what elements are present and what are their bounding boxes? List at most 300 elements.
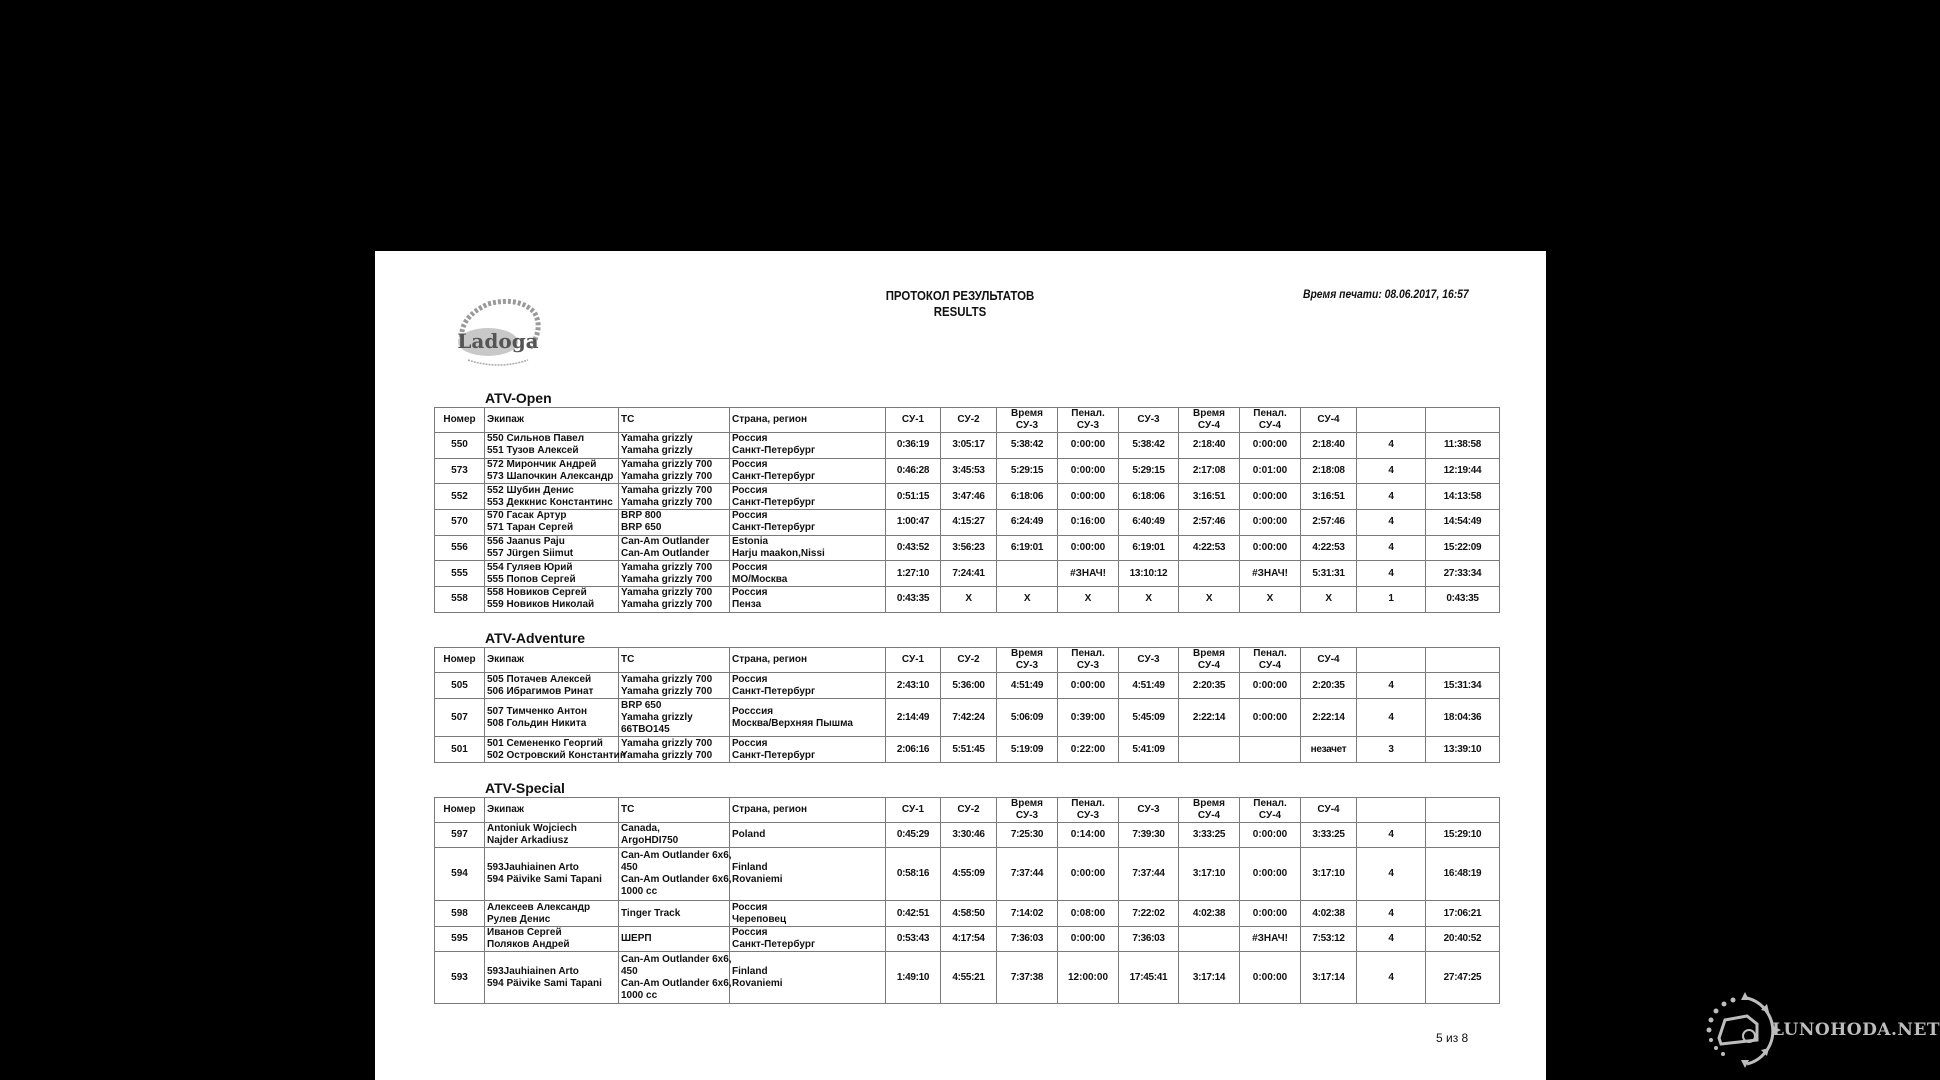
- time-su1: 0:46:28: [886, 458, 941, 484]
- crew-names-line: 507 Тимченко Антон: [487, 705, 588, 717]
- time-pen-su3: 0:00:00: [1058, 458, 1119, 484]
- time-su1: 1:00:47: [886, 510, 941, 536]
- print-time: Время печати: 08.06.2017, 16:57: [1303, 289, 1469, 301]
- results-table: [434, 797, 1500, 1004]
- header-count: [1357, 648, 1426, 673]
- country-region: [730, 510, 886, 536]
- stages-count: 1: [1357, 587, 1426, 613]
- table-header-row: [435, 648, 1500, 673]
- header-su4: [1301, 798, 1357, 823]
- header-region-text: Страна, регион: [732, 414, 808, 425]
- header-num-text: Номер: [443, 414, 476, 425]
- time-su4: 2:22:14: [1301, 699, 1357, 737]
- time-time-su3: 7:25:30: [997, 823, 1058, 848]
- time-pen-su3: 0:39:00: [1058, 699, 1119, 737]
- header-time-su4: [1179, 408, 1240, 433]
- header-region: [730, 408, 886, 433]
- table-row: [435, 848, 1500, 901]
- total-time: 14:54:49: [1426, 510, 1500, 536]
- time-pen-su4: #ЗНАЧ!: [1240, 561, 1301, 587]
- vehicle: [619, 458, 730, 484]
- header-crew-text: Экипаж: [487, 804, 524, 815]
- crew-names: [485, 699, 619, 737]
- time-su4: 3:17:10: [1301, 848, 1357, 901]
- crew-names-line: 551 Тузов Алексей: [487, 445, 579, 457]
- vehicle-line: Yamaha grizzly 700: [621, 471, 713, 483]
- table-header-row: [435, 798, 1500, 823]
- header-pen-su3: [1058, 798, 1119, 823]
- crew-names-line: Рулев Денис: [487, 913, 551, 925]
- crew-names: [485, 433, 619, 459]
- time-pen-su3: #ЗНАЧ!: [1058, 561, 1119, 587]
- header-pen-su4-text: Пенал.: [1253, 408, 1287, 419]
- header-region-text: Страна, регион: [732, 654, 808, 665]
- header-pen-su3-text: Пенал.: [1071, 798, 1105, 809]
- crew-number: 593: [435, 952, 485, 1004]
- time-su4: 4:22:53: [1301, 535, 1357, 561]
- header-su3: [1119, 408, 1179, 433]
- time-su3: 6:40:49: [1119, 510, 1179, 536]
- header-crew: [485, 648, 619, 673]
- vehicle-line: BRP 650: [621, 522, 662, 534]
- crew-number: 556: [435, 535, 485, 561]
- total-time: 14:13:58: [1426, 484, 1500, 510]
- stages-count: 4: [1357, 510, 1426, 536]
- crew-names-line: 506 Ибрагимов Ринат: [487, 685, 594, 697]
- crew-names-line: 593Jauhiainen Arto: [487, 862, 579, 873]
- crew-names: [485, 510, 619, 536]
- crew-names: [485, 535, 619, 561]
- header-time-su4-text: Время: [1193, 408, 1225, 419]
- crew-number: 595: [435, 927, 485, 952]
- country-region: [730, 823, 886, 848]
- ladoga-logo: [448, 290, 548, 370]
- header-pen-su4-text: СУ-4: [1258, 660, 1282, 671]
- vehicle: [619, 673, 730, 699]
- table-row: [435, 561, 1500, 587]
- crew-number: 550: [435, 433, 485, 459]
- header-vehicle-text: ТС: [621, 804, 635, 815]
- crew-names: [485, 901, 619, 927]
- vehicle: [619, 561, 730, 587]
- header-num-text: Номер: [443, 804, 476, 815]
- header-time-su3: [997, 408, 1058, 433]
- time-time-su4: [1179, 927, 1240, 952]
- time-time-su3: 7:37:44: [997, 848, 1058, 901]
- time-su3: 5:29:15: [1119, 458, 1179, 484]
- vehicle-line: Can-Am Outlander: [621, 548, 710, 560]
- header-region: [730, 648, 886, 673]
- header-time-su3: [997, 798, 1058, 823]
- table-row: [435, 484, 1500, 510]
- header-pen-su3-text: Пенал.: [1071, 648, 1105, 659]
- header-su3: [1119, 798, 1179, 823]
- header-crew-text: Экипаж: [487, 414, 524, 425]
- header-su2: [941, 798, 997, 823]
- crew-names-line: Поляков Андрей: [487, 939, 570, 950]
- header-pen-su4: [1240, 408, 1301, 433]
- header-su4: [1301, 648, 1357, 673]
- header-time-su3-text: Время: [1011, 798, 1043, 809]
- time-su2: 7:24:41: [941, 561, 997, 587]
- country-region-line: Санкт-Петербург: [732, 749, 816, 761]
- vehicle: [619, 699, 730, 737]
- time-time-su3: 7:36:03: [997, 927, 1058, 952]
- header-pen-su4-text: Пенал.: [1253, 648, 1287, 659]
- country-region-line: Rovaniemi: [732, 977, 783, 989]
- crew-names-line: 550 Сильнов Павел: [487, 433, 585, 445]
- table-row: [435, 699, 1500, 737]
- time-su3: 17:45:41: [1119, 952, 1179, 1004]
- stages-count: 4: [1357, 699, 1426, 737]
- vehicle-line: Yamaha grizzly: [621, 711, 693, 723]
- vehicle: [619, 433, 730, 459]
- country-region-line: Россия: [732, 927, 768, 938]
- time-su3: 6:19:01: [1119, 535, 1179, 561]
- header-count: [1357, 408, 1426, 433]
- stages-count: 4: [1357, 433, 1426, 459]
- time-pen-su4: 0:00:00: [1240, 535, 1301, 561]
- header-time-su4-text: СУ-4: [1197, 660, 1221, 671]
- country-region-line: Россия: [732, 510, 768, 522]
- time-su2: X: [941, 587, 997, 613]
- vehicle-line: BRP 800: [621, 510, 662, 522]
- time-su1: 2:14:49: [886, 699, 941, 737]
- time-time-su4: 3:16:51: [1179, 484, 1240, 510]
- stages-count: 4: [1357, 484, 1426, 510]
- country-region-line: Finland: [732, 965, 768, 977]
- country-region: [730, 901, 886, 927]
- vehicle: [619, 848, 730, 901]
- crew-names-line: Najder Arkadiusz: [487, 835, 569, 846]
- total-time: 17:06:21: [1426, 901, 1500, 927]
- vehicle-line: Yamaha grizzly 700: [621, 749, 713, 761]
- time-su4: 2:18:40: [1301, 433, 1357, 459]
- crew-names-line: 502 Островский Константин: [487, 749, 626, 761]
- time-su2: 4:55:21: [941, 952, 997, 1004]
- time-pen-su4: 0:00:00: [1240, 823, 1301, 848]
- header-time-su3-text: Время: [1011, 408, 1043, 419]
- total-time: 18:04:36: [1426, 699, 1500, 737]
- total-time: 0:43:35: [1426, 587, 1500, 613]
- time-su4: 3:16:51: [1301, 484, 1357, 510]
- time-su4: 2:20:35: [1301, 673, 1357, 699]
- time-pen-su4: 0:00:00: [1240, 484, 1301, 510]
- country-region-line: Пенза: [732, 599, 762, 611]
- country-region-line: Россия: [732, 459, 768, 471]
- header-total: [1426, 648, 1500, 673]
- crew-names: [485, 561, 619, 587]
- stages-count: 4: [1357, 673, 1426, 699]
- section-title: ATV-Special: [485, 780, 565, 796]
- header-pen-su3-text: СУ-3: [1076, 660, 1100, 671]
- header-su4: [1301, 408, 1357, 433]
- stages-count: 4: [1357, 458, 1426, 484]
- time-pen-su4: 0:00:00: [1240, 433, 1301, 459]
- table-row: [435, 673, 1500, 699]
- vehicle: [619, 510, 730, 536]
- time-su2: 4:58:50: [941, 901, 997, 927]
- time-pen-su4: 0:00:00: [1240, 510, 1301, 536]
- vehicle-line: Canada,: [621, 823, 660, 834]
- time-su3: 4:51:49: [1119, 673, 1179, 699]
- vehicle-line: 1000 cc: [621, 989, 658, 1001]
- time-su1: 0:51:15: [886, 484, 941, 510]
- time-su2: 3:56:23: [941, 535, 997, 561]
- vehicle: [619, 927, 730, 952]
- crew-names: [485, 927, 619, 952]
- time-time-su4: 2:22:14: [1179, 699, 1240, 737]
- time-pen-su3: 0:00:00: [1058, 535, 1119, 561]
- header-vehicle: [619, 408, 730, 433]
- time-pen-su3: 0:00:00: [1058, 484, 1119, 510]
- time-su3: 6:18:06: [1119, 484, 1179, 510]
- country-region-line: Harju maakon,Nissi: [732, 548, 825, 560]
- header-vehicle-text: ТС: [621, 654, 635, 665]
- crew-number: 501: [435, 737, 485, 763]
- stages-count: 3: [1357, 737, 1426, 763]
- vehicle-line: Can-Am Outlander 6x6,: [621, 850, 732, 861]
- total-time: 11:38:58: [1426, 433, 1500, 459]
- time-time-su3: 7:37:38: [997, 952, 1058, 1004]
- header-crew-text: Экипаж: [487, 654, 524, 665]
- country-region: [730, 737, 886, 763]
- stages-count: 4: [1357, 561, 1426, 587]
- table-row: [435, 823, 1500, 848]
- time-su4: 5:31:31: [1301, 561, 1357, 587]
- country-region-line: Россия: [732, 673, 768, 685]
- vehicle-line: 450: [621, 965, 638, 977]
- logo-text: Ladoga: [457, 329, 539, 353]
- vehicle: [619, 823, 730, 848]
- country-region-line: Санкт-Петербург: [732, 522, 816, 534]
- crew-names-line: 553 Деккнис Константинс: [487, 496, 613, 508]
- time-su3: 7:22:02: [1119, 901, 1179, 927]
- table-header-row: [435, 408, 1500, 433]
- header-su1: [886, 798, 941, 823]
- header-pen-su4-text: СУ-4: [1258, 420, 1282, 431]
- country-region-line: Санкт-Петербург: [732, 471, 816, 483]
- header-time-su3-text: СУ-3: [1015, 420, 1039, 431]
- country-region-line: Россия: [732, 737, 768, 749]
- crew-names: [485, 737, 626, 763]
- country-region-line: Finland: [732, 862, 768, 873]
- header-num: [435, 408, 485, 433]
- crew-number: 507: [435, 699, 485, 737]
- time-time-su3: 5:29:15: [997, 458, 1058, 484]
- country-region: [730, 561, 886, 587]
- time-su1: 0:43:52: [886, 535, 941, 561]
- crew-names-line: Алексеев Александр: [487, 901, 591, 913]
- time-pen-su4: X: [1240, 587, 1301, 613]
- time-su4: незачет: [1301, 737, 1357, 763]
- header-su1-text: СУ-1: [901, 654, 925, 665]
- time-pen-su3: 0:00:00: [1058, 673, 1119, 699]
- crew-names-line: 571 Таран Сергей: [487, 522, 574, 534]
- vehicle-line: Yamaha grizzly 700: [621, 561, 713, 573]
- total-time: 15:29:10: [1426, 823, 1500, 848]
- time-pen-su4: 0:00:00: [1240, 699, 1301, 737]
- time-su1: 1:49:10: [886, 952, 941, 1004]
- header-su3-text: СУ-3: [1137, 654, 1160, 665]
- total-time: 16:48:19: [1426, 848, 1500, 901]
- header-time-su4-text: Время: [1193, 798, 1225, 809]
- crew-names-line: 501 Семененко Георгий: [487, 737, 603, 749]
- time-su2: 3:45:53: [941, 458, 997, 484]
- vehicle-line: 450: [621, 862, 638, 873]
- vehicle-line: ШЕРП: [621, 933, 652, 944]
- crew-names-line: Иванов Сергей: [487, 927, 562, 938]
- time-time-su3: 7:14:02: [997, 901, 1058, 927]
- time-su1: 0:42:51: [886, 901, 941, 927]
- time-time-su3: 6:24:49: [997, 510, 1058, 536]
- time-pen-su3: 0:16:00: [1058, 510, 1119, 536]
- table-row: [435, 587, 1500, 613]
- time-time-su4: 2:20:35: [1179, 673, 1240, 699]
- time-su4: 3:17:14: [1301, 952, 1357, 1004]
- country-region: [730, 484, 886, 510]
- table-row: [435, 510, 1500, 536]
- stages-count: 4: [1357, 848, 1426, 901]
- total-time: 15:31:34: [1426, 673, 1500, 699]
- total-time: 13:39:10: [1426, 737, 1500, 763]
- time-pen-su4: 0:00:00: [1240, 848, 1301, 901]
- time-su4: X: [1301, 587, 1357, 613]
- time-pen-su4: 0:00:00: [1240, 952, 1301, 1004]
- crew-number: 552: [435, 484, 485, 510]
- country-region-line: Санкт-Петербург: [732, 496, 816, 508]
- watermark-text: LUNOHODA.NET: [1772, 1020, 1940, 1040]
- time-time-su4: [1179, 737, 1240, 763]
- country-region: [730, 673, 886, 699]
- time-su1: 0:53:43: [886, 927, 941, 952]
- total-time: 27:33:34: [1426, 561, 1500, 587]
- time-pen-su3: 0:08:00: [1058, 901, 1119, 927]
- vehicle-line: ArgoHDI750: [621, 835, 679, 846]
- time-su2: 3:47:46: [941, 484, 997, 510]
- vehicle-line: Yamaha grizzly: [621, 433, 693, 445]
- country-region-line: Череповец: [732, 913, 787, 925]
- country-region-line: Санкт-Петербург: [732, 685, 816, 697]
- header-total: [1426, 408, 1500, 433]
- time-pen-su3: 0:22:00: [1058, 737, 1119, 763]
- vehicle-line: 66ТВО145: [621, 723, 670, 735]
- crew-names-line: Antoniuk Wojciech: [487, 823, 577, 834]
- time-su1: 0:43:35: [886, 587, 941, 613]
- header-time-su4-text: СУ-4: [1197, 420, 1221, 431]
- document-title: [872, 288, 1048, 320]
- time-su3: 7:39:30: [1119, 823, 1179, 848]
- time-su2: 5:36:00: [941, 673, 997, 699]
- country-region-line: Poland: [732, 829, 766, 840]
- time-time-su3: 4:51:49: [997, 673, 1058, 699]
- time-su2: 4:15:27: [941, 510, 997, 536]
- crew-names-line: 573 Шапочкин Александр: [487, 471, 614, 483]
- crew-number: 558: [435, 587, 485, 613]
- total-time: 15:22:09: [1426, 535, 1500, 561]
- table-row: [435, 433, 1500, 459]
- stages-count: 4: [1357, 901, 1426, 927]
- country-region-line: Росссия: [732, 705, 774, 717]
- time-pen-su4: 0:00:00: [1240, 901, 1301, 927]
- header-su3: [1119, 648, 1179, 673]
- table-row: [435, 952, 1500, 1004]
- time-su1: 0:58:16: [886, 848, 941, 901]
- header-vehicle: [619, 648, 730, 673]
- country-region-line: МО/Москва: [732, 573, 788, 585]
- vehicle-line: Tinger Track: [621, 907, 681, 919]
- crew-number: 505: [435, 673, 485, 699]
- title-ru: ПРОТОКОЛ РЕЗУЛЬТАТОВ: [885, 288, 1035, 303]
- header-vehicle: [619, 798, 730, 823]
- time-time-su3: 5:06:09: [997, 699, 1058, 737]
- stages-count: 4: [1357, 927, 1426, 952]
- country-region: [730, 952, 886, 1004]
- vehicle-line: Can-Am Outlander 6x6,: [621, 874, 732, 885]
- country-region-line: Россия: [732, 901, 768, 913]
- crew-names-line: 554 Гуляев Юрий: [487, 561, 573, 573]
- header-su3-text: СУ-3: [1137, 804, 1160, 815]
- vehicle: [619, 587, 730, 613]
- results-table: [434, 407, 1500, 613]
- time-su2: 5:51:45: [941, 737, 997, 763]
- stages-count: 4: [1357, 535, 1426, 561]
- header-pen-su3-text: Пенал.: [1071, 408, 1105, 419]
- time-su2: 3:05:17: [941, 433, 997, 459]
- time-su3: 5:38:42: [1119, 433, 1179, 459]
- crew-names: [485, 848, 619, 901]
- total-time: 20:40:52: [1426, 927, 1500, 952]
- crew-names-line: 593Jauhiainen Arto: [487, 965, 579, 977]
- crew-names-line: 594 Päivike Sami Tapani: [487, 977, 602, 989]
- crew-names: [485, 458, 619, 484]
- crew-number: 597: [435, 823, 485, 848]
- header-pen-su4: [1240, 798, 1301, 823]
- header-total: [1426, 798, 1500, 823]
- vehicle-line: Can-Am Outlander 6x6,: [621, 953, 732, 965]
- country-region-line: Россия: [732, 484, 768, 496]
- vehicle-line: BRP 650: [621, 699, 662, 711]
- header-count: [1357, 798, 1426, 823]
- country-region: [730, 927, 886, 952]
- time-su3: 5:41:09: [1119, 737, 1179, 763]
- crew-names: [485, 823, 619, 848]
- crew-names-line: 508 Гольдин Никита: [487, 717, 587, 729]
- time-time-su4: 2:18:40: [1179, 433, 1240, 459]
- vehicle-line: Yamaha grizzly 700: [621, 587, 713, 599]
- time-time-su4: X: [1179, 587, 1240, 613]
- vehicle: [619, 952, 730, 1004]
- header-vehicle-text: ТС: [621, 414, 635, 425]
- crew-names: [485, 587, 619, 613]
- header-su2-text: СУ-2: [957, 414, 980, 425]
- time-time-su4: 4:02:38: [1179, 901, 1240, 927]
- time-time-su4: 3:17:14: [1179, 952, 1240, 1004]
- time-su3: 5:45:09: [1119, 699, 1179, 737]
- time-pen-su3: 12:00:00: [1058, 952, 1119, 1004]
- vehicle-line: Yamaha grizzly 700: [621, 459, 713, 471]
- time-time-su3: 6:18:06: [997, 484, 1058, 510]
- time-pen-su3: 0:00:00: [1058, 433, 1119, 459]
- header-time-su4-text: Время: [1193, 648, 1225, 659]
- country-region: [730, 699, 886, 737]
- time-su1: 1:27:10: [886, 561, 941, 587]
- country-region: [730, 535, 886, 561]
- country-region-line: Россия: [732, 561, 768, 573]
- header-pen-su4-text: Пенал.: [1253, 798, 1287, 809]
- header-su3-text: СУ-3: [1137, 414, 1160, 425]
- crew-names: [485, 673, 619, 699]
